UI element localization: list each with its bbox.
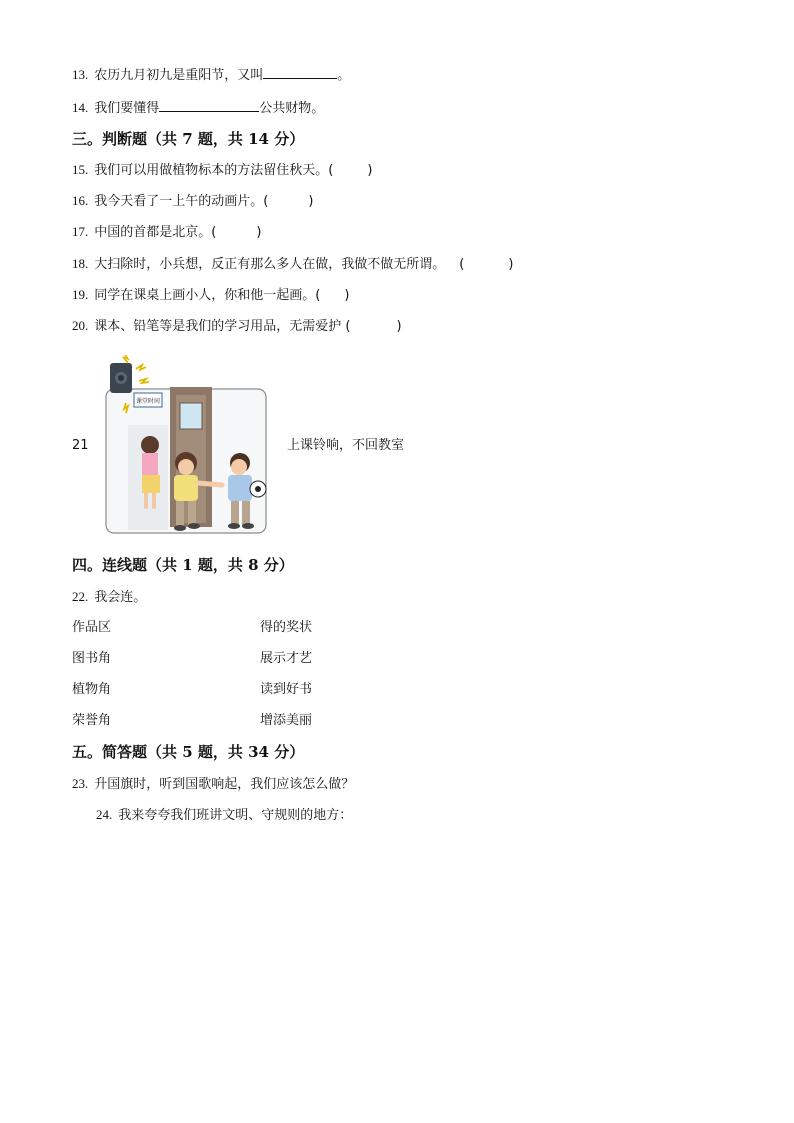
paren-open: (: [459, 257, 465, 272]
question-number: 16.: [72, 193, 89, 208]
question-text: 同学在课桌上画小人，你和他一起画。(: [94, 288, 321, 303]
question-18: [72, 255, 513, 274]
section-5-title: 五。简答题（共 5 题，共 34 分）: [72, 743, 305, 761]
match-left-item[interactable]: 植物角: [72, 682, 112, 697]
question-text-end: 公共财物。: [259, 101, 325, 116]
question-14: [72, 99, 324, 118]
question-text: 升国旗时，听到国歌响起，我们应该怎么做？: [94, 777, 355, 792]
section-4-title: 四。连线题（共 1 题，共 8 分）: [72, 556, 294, 574]
paren-close: ): [344, 288, 350, 303]
question-21-number: 21: [72, 438, 89, 453]
question-text: 我今天看了一上午的动画片。(: [94, 194, 269, 209]
question-number: 15.: [72, 162, 89, 177]
match-right-item[interactable]: 得的奖状: [260, 620, 313, 635]
question-number: 17.: [72, 224, 89, 239]
question-text: 农历九月初九是重阳节，又叫: [94, 68, 264, 83]
answer-blank[interactable]: [159, 99, 259, 112]
match-right-item[interactable]: 读到好书: [260, 682, 313, 697]
question-16: [72, 192, 313, 211]
question-22: [72, 588, 146, 607]
question-19: [72, 286, 349, 305]
question-text: 我会连。: [94, 590, 147, 605]
paren-close: ): [256, 225, 262, 240]
question-text: 课本、铅笔等是我们的学习用品，无需爱护 (: [94, 319, 351, 334]
match-left-item[interactable]: 图书角: [72, 651, 112, 666]
question-number: 24.: [96, 807, 113, 822]
paren-close: ): [508, 257, 514, 272]
classroom-bell-illustration: [104, 355, 284, 535]
match-right-item[interactable]: 增添美丽: [260, 713, 313, 728]
question-13: [72, 66, 350, 85]
question-text: 我们可以用做植物标本的方法留住秋天。(: [94, 163, 334, 178]
match-right-item[interactable]: 展示才艺: [260, 651, 313, 666]
question-number: 13.: [72, 67, 89, 82]
match-left-item[interactable]: 作品区: [72, 620, 112, 635]
question-number: 19.: [72, 287, 89, 302]
question-23: [72, 775, 354, 794]
question-number: 20.: [72, 318, 89, 333]
question-text-end: 。: [337, 68, 351, 83]
question-15: [72, 161, 372, 180]
question-20: [72, 317, 402, 336]
question-text: 中国的首都是北京。(: [94, 225, 217, 240]
question-text: 大扫除时，小兵想，反正有那么多人在做，我做不做无所谓。: [94, 257, 446, 272]
paren-close: ): [367, 163, 373, 178]
match-left-item[interactable]: 荣誉角: [72, 713, 112, 728]
question-text: 我来夸夸我们班讲文明、守规则的地方：: [118, 808, 353, 823]
question-17: [72, 223, 261, 242]
question-24: [96, 806, 352, 825]
paren-close: ): [396, 319, 402, 334]
question-text: 我们要懂得: [94, 101, 160, 116]
svg-text:课堂时间: 课堂时间: [135, 398, 161, 405]
question-number: 14.: [72, 100, 89, 115]
question-number: 23.: [72, 776, 89, 791]
question-number: 18.: [72, 256, 89, 271]
section-3-title: 三。判断题（共 7 题，共 14 分）: [72, 130, 305, 148]
paren-close: ): [308, 194, 314, 209]
question-21-caption: 上课铃响，不回教室: [287, 438, 405, 453]
answer-blank[interactable]: [263, 66, 337, 79]
question-number: 22.: [72, 589, 89, 604]
